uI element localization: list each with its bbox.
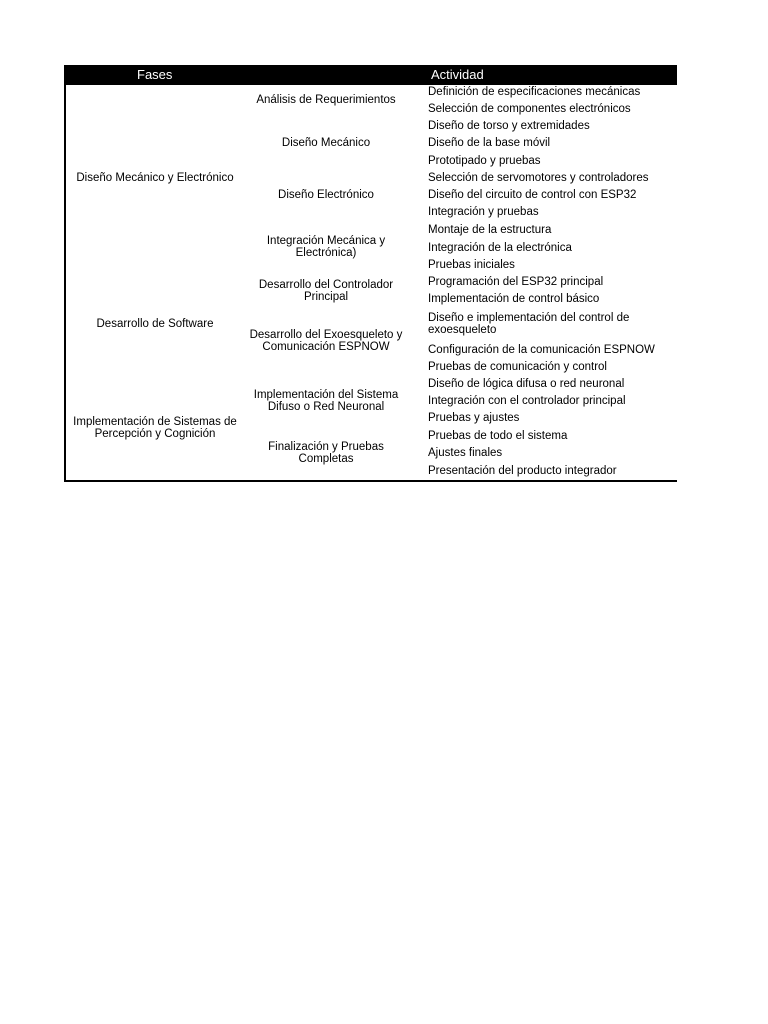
table-left-border [64,85,66,482]
activity-table [64,65,677,482]
activity-cell: Integración con el controlador principal [428,395,626,407]
subphase-cell: Finalización y Pruebas Completas [268,441,384,465]
activity-cell: Pruebas de todo el sistema [428,430,568,442]
activity-cell: Diseño de lógica difusa o red neuronal [428,378,625,390]
activity-cell: Programación del ESP32 principal [428,276,604,288]
subphase-cell: Diseño Mecánico [281,137,371,149]
activity-cell: Pruebas de comunicación y control [428,361,607,373]
activity-cell: Integración de la electrónica [428,242,572,254]
subphase-cell: Diseño Electrónico [278,189,374,201]
subphase-cell: Desarrollo del Exoesqueleto y Comunicación ESPNOW [249,329,403,353]
phase-cell: Implementación de Sistemas de Percepción y Cognición [73,416,237,440]
phase-cell: Diseño Mecánico y Electrónico [76,172,234,184]
subphase-cell: Integración Mecánica y Electrónica) [266,235,386,259]
phase-cell: Desarrollo de Software [96,318,214,330]
activity-cell: Definición de especificaciones mecánicas [428,86,641,98]
activity-cell: Presentación del producto integrador [428,465,617,477]
subphase-cell: Implementación del Sistema Difuso o Red Neuronal [253,389,399,413]
activity-cell: Selección de servomotores y controladores [428,172,649,184]
table-bottom-border [64,480,677,482]
activity-cell: Pruebas iniciales [428,259,515,271]
activity-cell: Configuración de la comunicación ESPNOW [428,344,655,356]
activity-cell: Pruebas y ajustes [428,412,520,424]
header-actividad: Actividad [431,67,484,82]
activity-cell: Diseño de torso y extremidades [428,120,590,132]
activity-cell: Diseño e implementación del control de exoesqueleto [428,312,630,336]
activity-cell: Selección de componentes electrónicos [428,103,631,115]
activity-cell: Diseño de la base móvil [428,137,551,149]
activity-cell: Implementación de control básico [428,293,600,305]
activity-cell: Prototipado y pruebas [428,155,541,167]
activity-cell: Montaje de la estructura [428,224,552,236]
table-header [64,65,677,85]
subphase-cell: Desarrollo del Controlador Principal [258,279,394,303]
activity-cell: Integración y pruebas [428,206,539,218]
subphase-cell: Análisis de Requerimientos [256,94,396,106]
activity-cell: Ajustes finales [428,447,503,459]
header-fases: Fases [137,67,173,82]
activity-cell: Diseño del circuito de control con ESP32 [428,189,637,201]
